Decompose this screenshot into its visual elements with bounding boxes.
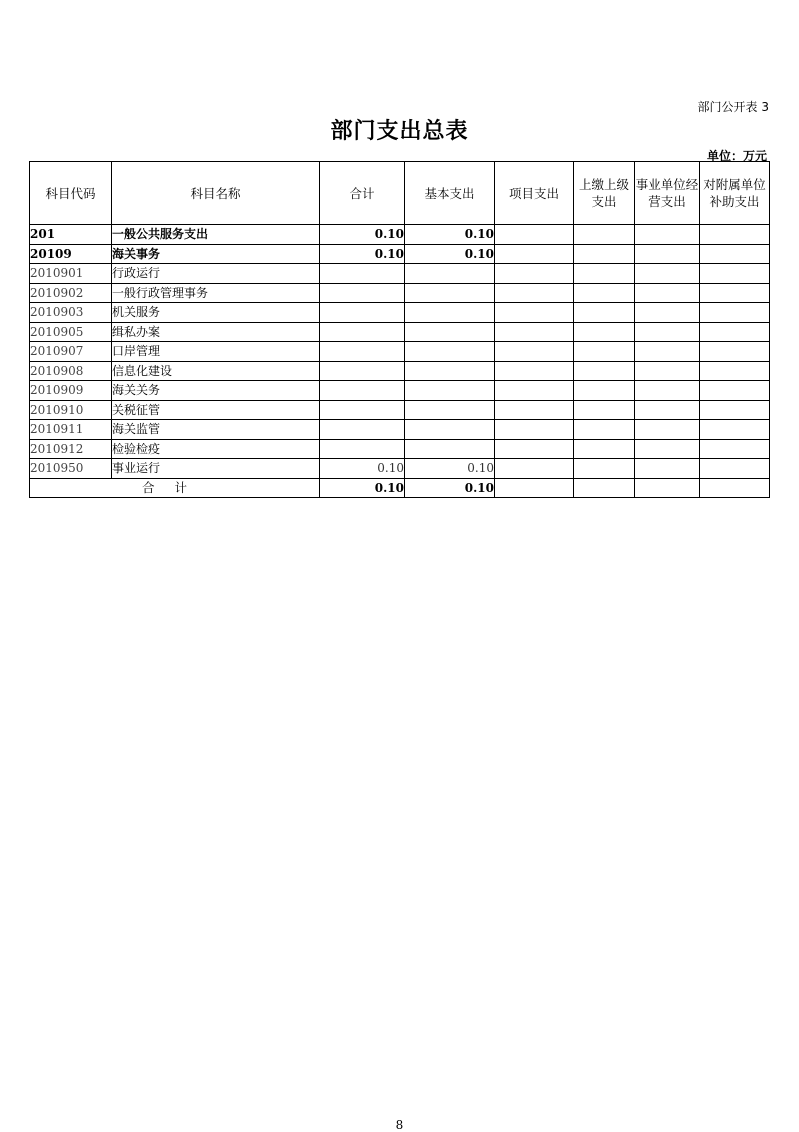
cell-total — [320, 400, 405, 420]
cell-subsidy — [700, 459, 770, 479]
col-header-code: 科目代码 — [30, 162, 112, 225]
cell-basic: 0.10 — [405, 459, 495, 479]
cell-upper — [574, 264, 635, 284]
cell-name: 关税征管 — [112, 400, 320, 420]
cell-subsidy — [700, 322, 770, 342]
cell-business — [635, 244, 700, 264]
cell-business — [635, 459, 700, 479]
cell-name: 海关事务 — [112, 244, 320, 264]
cell-business — [635, 439, 700, 459]
cell-total — [320, 361, 405, 381]
cell-total: 0.10 — [320, 244, 405, 264]
cell-code: 2010910 — [30, 400, 112, 420]
cell-total: 0.10 — [320, 459, 405, 479]
total-cell-basic: 0.10 — [405, 478, 495, 498]
table-row — [30, 322, 770, 342]
cell-name: 一般行政管理事务 — [112, 283, 320, 303]
cell-subsidy — [700, 303, 770, 323]
cell-business — [635, 361, 700, 381]
col-header-upper: 上缴上级支出 — [574, 162, 635, 225]
cell-code: 20109 — [30, 244, 112, 264]
cell-name: 事业运行 — [112, 459, 320, 479]
cell-business — [635, 420, 700, 440]
cell-basic — [405, 264, 495, 284]
cell-total: 0.10 — [320, 225, 405, 245]
cell-basic: 0.10 — [405, 244, 495, 264]
cell-business — [635, 264, 700, 284]
cell-total — [320, 264, 405, 284]
total-cell-total: 0.10 — [320, 478, 405, 498]
cell-upper — [574, 244, 635, 264]
cell-total — [320, 381, 405, 401]
cell-code: 2010908 — [30, 361, 112, 381]
cell-upper — [574, 400, 635, 420]
cell-name: 检验检疫 — [112, 439, 320, 459]
cell-code: 2010912 — [30, 439, 112, 459]
cell-code: 2010903 — [30, 303, 112, 323]
col-header-total: 合计 — [320, 162, 405, 225]
table-row — [30, 361, 770, 381]
cell-business — [635, 303, 700, 323]
cell-name: 机关服务 — [112, 303, 320, 323]
table-row — [30, 303, 770, 323]
table-row — [30, 459, 770, 479]
total-cell-project — [495, 478, 574, 498]
cell-name: 行政运行 — [112, 264, 320, 284]
cell-project — [495, 225, 574, 245]
cell-name: 一般公共服务支出 — [112, 225, 320, 245]
cell-upper — [574, 303, 635, 323]
cell-basic — [405, 361, 495, 381]
cell-upper — [574, 361, 635, 381]
total-cell-upper — [574, 478, 635, 498]
cell-project — [495, 361, 574, 381]
table-row — [30, 244, 770, 264]
cell-subsidy — [700, 342, 770, 362]
cell-subsidy — [700, 400, 770, 420]
cell-business — [635, 381, 700, 401]
cell-upper — [574, 322, 635, 342]
cell-name: 缉私办案 — [112, 322, 320, 342]
cell-subsidy — [700, 381, 770, 401]
cell-code: 2010901 — [30, 264, 112, 284]
cell-name: 海关关务 — [112, 381, 320, 401]
cell-subsidy — [700, 264, 770, 284]
cell-business — [635, 342, 700, 362]
table-row — [30, 342, 770, 362]
cell-upper — [574, 225, 635, 245]
cell-subsidy — [700, 283, 770, 303]
cell-total — [320, 439, 405, 459]
cell-upper — [574, 439, 635, 459]
col-header-name: 科目名称 — [112, 162, 320, 225]
cell-business — [635, 400, 700, 420]
table-row — [30, 381, 770, 401]
cell-basic — [405, 439, 495, 459]
table-row — [30, 439, 770, 459]
cell-subsidy — [700, 225, 770, 245]
cell-project — [495, 459, 574, 479]
cell-upper — [574, 420, 635, 440]
table-row — [30, 264, 770, 284]
cell-name: 信息化建设 — [112, 361, 320, 381]
total-label: 合计 — [30, 478, 320, 498]
cell-project — [495, 303, 574, 323]
cell-project — [495, 283, 574, 303]
table-row — [30, 283, 770, 303]
unit-label: 单位：万元 — [706, 149, 767, 163]
cell-basic — [405, 400, 495, 420]
cell-business — [635, 322, 700, 342]
cell-project — [495, 322, 574, 342]
cell-basic — [405, 420, 495, 440]
expenditure-table — [29, 161, 770, 498]
cell-name: 口岸管理 — [112, 342, 320, 362]
cell-code: 2010950 — [30, 459, 112, 479]
cell-business — [635, 225, 700, 245]
cell-basic — [405, 381, 495, 401]
total-row — [30, 478, 770, 498]
cell-code: 2010902 — [30, 283, 112, 303]
cell-code: 2010905 — [30, 322, 112, 342]
cell-total — [320, 283, 405, 303]
cell-code: 2010909 — [30, 381, 112, 401]
cell-basic — [405, 283, 495, 303]
cell-subsidy — [700, 361, 770, 381]
table-row — [30, 225, 770, 245]
cell-project — [495, 264, 574, 284]
cell-basic — [405, 322, 495, 342]
cell-business — [635, 283, 700, 303]
col-header-business: 事业单位经营支出 — [635, 162, 700, 225]
table-row — [30, 420, 770, 440]
cell-basic: 0.10 — [405, 225, 495, 245]
page-title: 部门支出总表 — [330, 119, 469, 144]
cell-basic — [405, 342, 495, 362]
cell-total — [320, 303, 405, 323]
total-cell-subsidy — [700, 478, 770, 498]
cell-project — [495, 420, 574, 440]
cell-subsidy — [700, 244, 770, 264]
cell-upper — [574, 459, 635, 479]
cell-code: 2010911 — [30, 420, 112, 440]
cell-upper — [574, 381, 635, 401]
cell-subsidy — [700, 439, 770, 459]
cell-upper — [574, 342, 635, 362]
cell-basic — [405, 303, 495, 323]
page-number: 8 — [395, 1118, 404, 1132]
total-cell-business — [635, 478, 700, 498]
cell-project — [495, 439, 574, 459]
header-row — [30, 162, 770, 225]
cell-project — [495, 381, 574, 401]
table-row — [30, 400, 770, 420]
cell-code: 201 — [30, 225, 112, 245]
cell-total — [320, 420, 405, 440]
cell-name: 海关监管 — [112, 420, 320, 440]
cell-total — [320, 342, 405, 362]
cell-project — [495, 400, 574, 420]
cell-subsidy — [700, 420, 770, 440]
cell-project — [495, 244, 574, 264]
col-header-project: 项目支出 — [495, 162, 574, 225]
cell-total — [320, 322, 405, 342]
cell-upper — [574, 283, 635, 303]
cell-project — [495, 342, 574, 362]
cell-code: 2010907 — [30, 342, 112, 362]
col-header-subsidy: 对附属单位补助支出 — [700, 162, 770, 225]
table-label: 部门公开表 3 — [697, 100, 769, 114]
col-header-basic: 基本支出 — [405, 162, 495, 225]
